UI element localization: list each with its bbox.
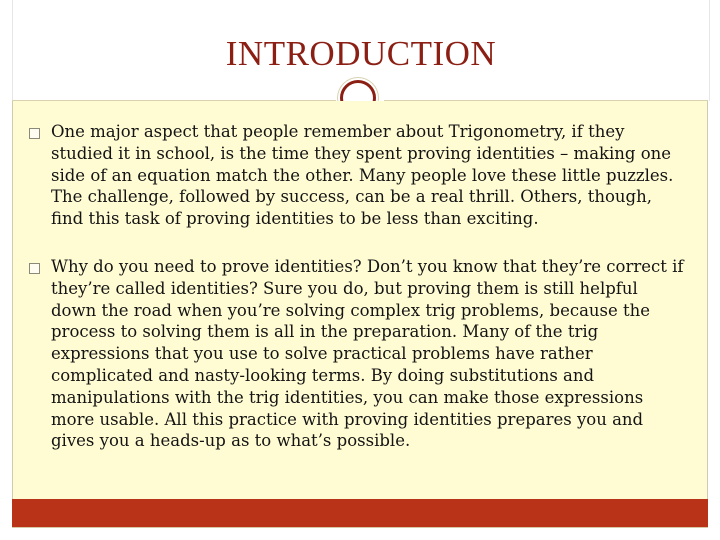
- square-bullet-icon: [29, 263, 40, 274]
- bullet-text: One major aspect that people remember about Trigonometry, if they studied it in school, is the time they spent proving identities – making one side of an equation match the other. Many people love these little puzzles. The challenge, followed by success, can be a real thrill. Others, though, find this task of proving identities to be less than exciting.: [51, 122, 674, 229]
- footer-rule: [12, 527, 708, 528]
- bullet-item: [27, 121, 685, 230]
- bullet-text: Why do you need to prove identities? Don’t you know that they’re correct if they’re called identities? Sure you do, but proving them is still helpful down the road when you’re solving complex trig problems, because the process to solving them is all in the preparation. Many of the trig expressions that you use to solve practical problems have rather complicated and nasty-looking terms. By doing substitutions and manipulations with the trig identities, you can make those expressions more usable. All this practice with proving identities prepares you and gives you a heads-up as to what’s possible.: [51, 256, 684, 451]
- footer-bar: [12, 499, 708, 527]
- content-area: [12, 101, 708, 499]
- slide-title: INTRODUCTION: [225, 34, 497, 73]
- bullet-item: [27, 256, 685, 452]
- square-bullet-icon: [29, 128, 40, 139]
